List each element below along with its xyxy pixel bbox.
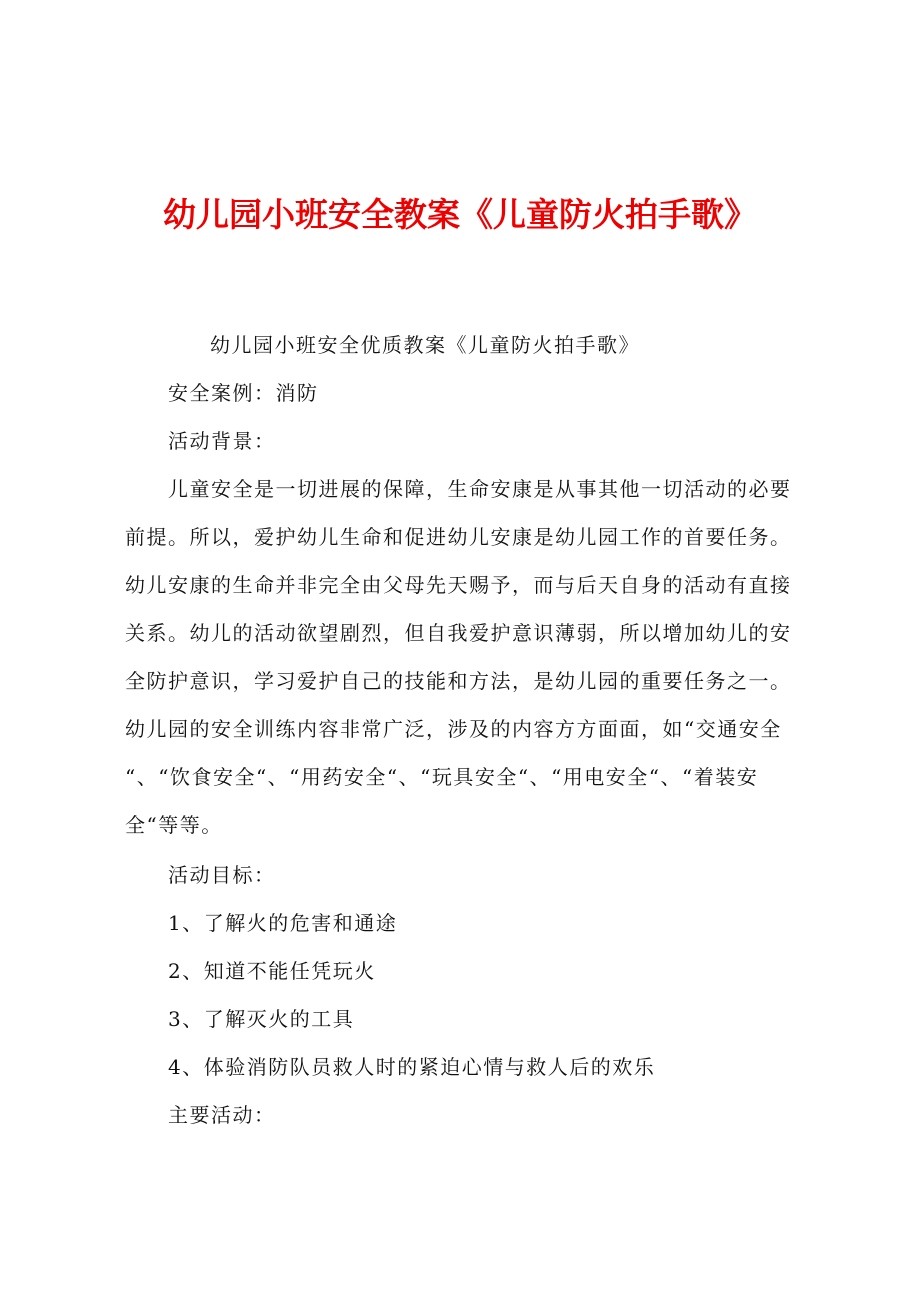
goal-item: 4、体验消防队员救人时的紧迫心情与救人后的欢乐 (168, 1055, 656, 1079)
main-activity-heading: 主要活动： (168, 1103, 276, 1127)
paragraph-line: 儿童安全是一切进展的保障，生命安康是从事其他一切活动的必要 (168, 477, 792, 501)
goal-item: 1、了解火的危害和通途 (168, 911, 398, 935)
goal-item: 3、了解灭火的工具 (168, 1007, 355, 1031)
paragraph-line: 幼儿安康的生命并非完全由父母先天赐予，而与后天自身的活动有直接 (125, 573, 792, 597)
paragraph-line: 幼儿园的安全训练内容非常广泛，涉及的内容方方面面，如“交通安全 (125, 717, 782, 741)
background-heading: 活动背景： (168, 429, 276, 453)
paragraph-line: 前提。所以，爱护幼儿生命和促进幼儿安康是幼儿园工作的首要任务。 (125, 525, 792, 549)
paragraph-line: “、“饮食安全“、“用药安全“、“玩具安全“、“用电安全“、“着装安 (125, 765, 759, 789)
goal-item: 2、知道不能任凭玩火 (168, 959, 376, 983)
paragraph-line: 全“等等。 (125, 813, 223, 837)
case-label: 安全案例：消防 (168, 381, 319, 405)
goals-heading: 活动目标： (168, 863, 276, 887)
paragraph-line: 关系。幼儿的活动欲望剧烈，但自我爱护意识薄弱，所以增加幼儿的安 (125, 621, 792, 645)
paragraph-line: 全防护意识，学习爱护自己的技能和方法，是幼儿园的重要任务之一。 (125, 669, 792, 693)
document-title: 幼儿园小班安全教案《儿童防火拍手歌》 (163, 195, 757, 234)
subtitle: 幼儿园小班安全优质教案《儿童防火拍手歌》 (210, 333, 640, 357)
